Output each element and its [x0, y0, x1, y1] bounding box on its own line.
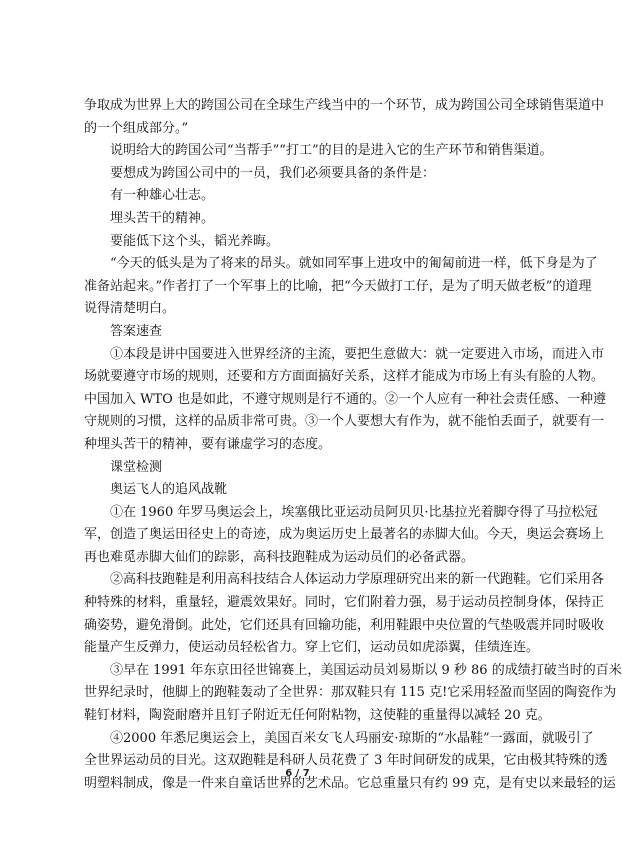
- text-line: 军，创造了奥运田径史上的奇迹，成为奥运历史上最著名的赤脚大仙。今天，奥运会赛场上: [84, 527, 605, 543]
- text-line: 确姿势，避免滑倒。此处，它们还具有回输功能，利用鞋跟中央位置的气垫吸震并同时吸收: [84, 617, 605, 633]
- text-line: 答案速查: [110, 323, 163, 339]
- text-line: 有一种雄心壮志。: [110, 188, 215, 204]
- text-line: 争取成为世界上大的跨国公司在全球生产线当中的一个环节，成为跨国公司全球销售渠道中: [84, 98, 605, 113]
- text-line: 说得清楚明白。: [84, 301, 176, 317]
- text-line: 课堂检测: [110, 459, 163, 475]
- text-line: 要能低下这个头，韬光养晦。: [110, 233, 280, 249]
- text-line: ④2000 年悉尼奥运会上，美国百米女飞人玛丽安·琼斯的“水晶鞋”一露面，就吸引了: [110, 730, 594, 746]
- text-line: 明塑料制成，像是一件来自童话世界的艺术品。它总重量只有约 99 克，是有史以来最轻的运: [84, 775, 616, 791]
- text-line: 中国加入 WTO 也是如此，不遵守规则是行不通的。②一个人应有一种社会责任感、一种遵: [84, 391, 606, 407]
- text-line: 场就要遵守市场的规则，还要和方方面面搞好关系，这样才能成为市场上有头有脸的人物。: [84, 369, 605, 385]
- text-line: 准备站起来。”作者打了一个军事上的比喻，把“今天做打工仔，是为了明天做老板”的道理: [84, 278, 592, 294]
- text-line: ①在 1960 年罗马奥运会上，埃塞俄比亚运动员阿贝贝·比基拉光着脚夺得了马拉松冠: [110, 504, 598, 520]
- text-line: 再也难觅赤脚大仙们的踪影，高科技跑鞋成为运动员们的必备武器。: [84, 549, 475, 565]
- text-line: 种特殊的材料，重量轻，避震效果好。同时，它们附着力强，易于运动员控制身体，保持正: [84, 595, 605, 611]
- text-line: 的一个组成部分。”: [84, 120, 189, 136]
- text-line: 种埋头苦干的精神，要有谦虚学习的态度。: [84, 436, 332, 452]
- text-line: 全世界运动员的目光。这双跑鞋是科研人员花费了 3 年时间研发的成果，它由极其特殊的透: [84, 753, 608, 769]
- text-line: “今天的低头是为了将来的昂头。就如同军事上进攻中的匍匐前进一样，低下身是为了: [110, 256, 598, 272]
- text-line: 说明给大的跨国公司“当帮手”“打工”的目的是进入它的生产环节和销售渠道。: [110, 143, 553, 159]
- text-line: 能量产生反弹力，使运动员轻松省力。穿上它们，运动员如虎添翼，佳绩连连。: [84, 640, 540, 656]
- text-line: 鞋钉材料，陶瓷耐磨并且钉子附近无任何附粘物，这使鞋的重量得以减轻 20 克。: [84, 708, 551, 724]
- text-line: 埋头苦干的精神。: [110, 210, 215, 226]
- text-line: 守规则的习惯，这样的品质非常可贵。③一个人要想大有作为，就不能怕丢面子，就要有一: [84, 414, 605, 430]
- text-line: 世界纪录时，他脚上的跑鞋轰动了全世界：那双鞋只有 115 克!它采用轻盈而坚固的陶瓷作为: [84, 685, 617, 701]
- text-line: 奥运飞人的追风战靴: [110, 482, 228, 498]
- text-line: 要想成为跨国公司中的一员，我们必须要具备的条件是：: [110, 165, 436, 181]
- document-body: [84, 95, 622, 795]
- text-line: ①本段是讲中国要进入世界经济的主流，要把生意做大：就一定要进入市场，而进入市: [110, 346, 605, 362]
- text-line: ②高科技跑鞋是利用高科技结合人体运动力学原理研究出来的新一代跑鞋。它们采用各: [110, 572, 605, 588]
- text-line: ③早在 1991 年东京田径世锦赛上，美国运动员刘易斯以 9 秒 86 的成绩打破当时的百米: [110, 662, 622, 678]
- page-number: 6 / 7: [285, 768, 310, 779]
